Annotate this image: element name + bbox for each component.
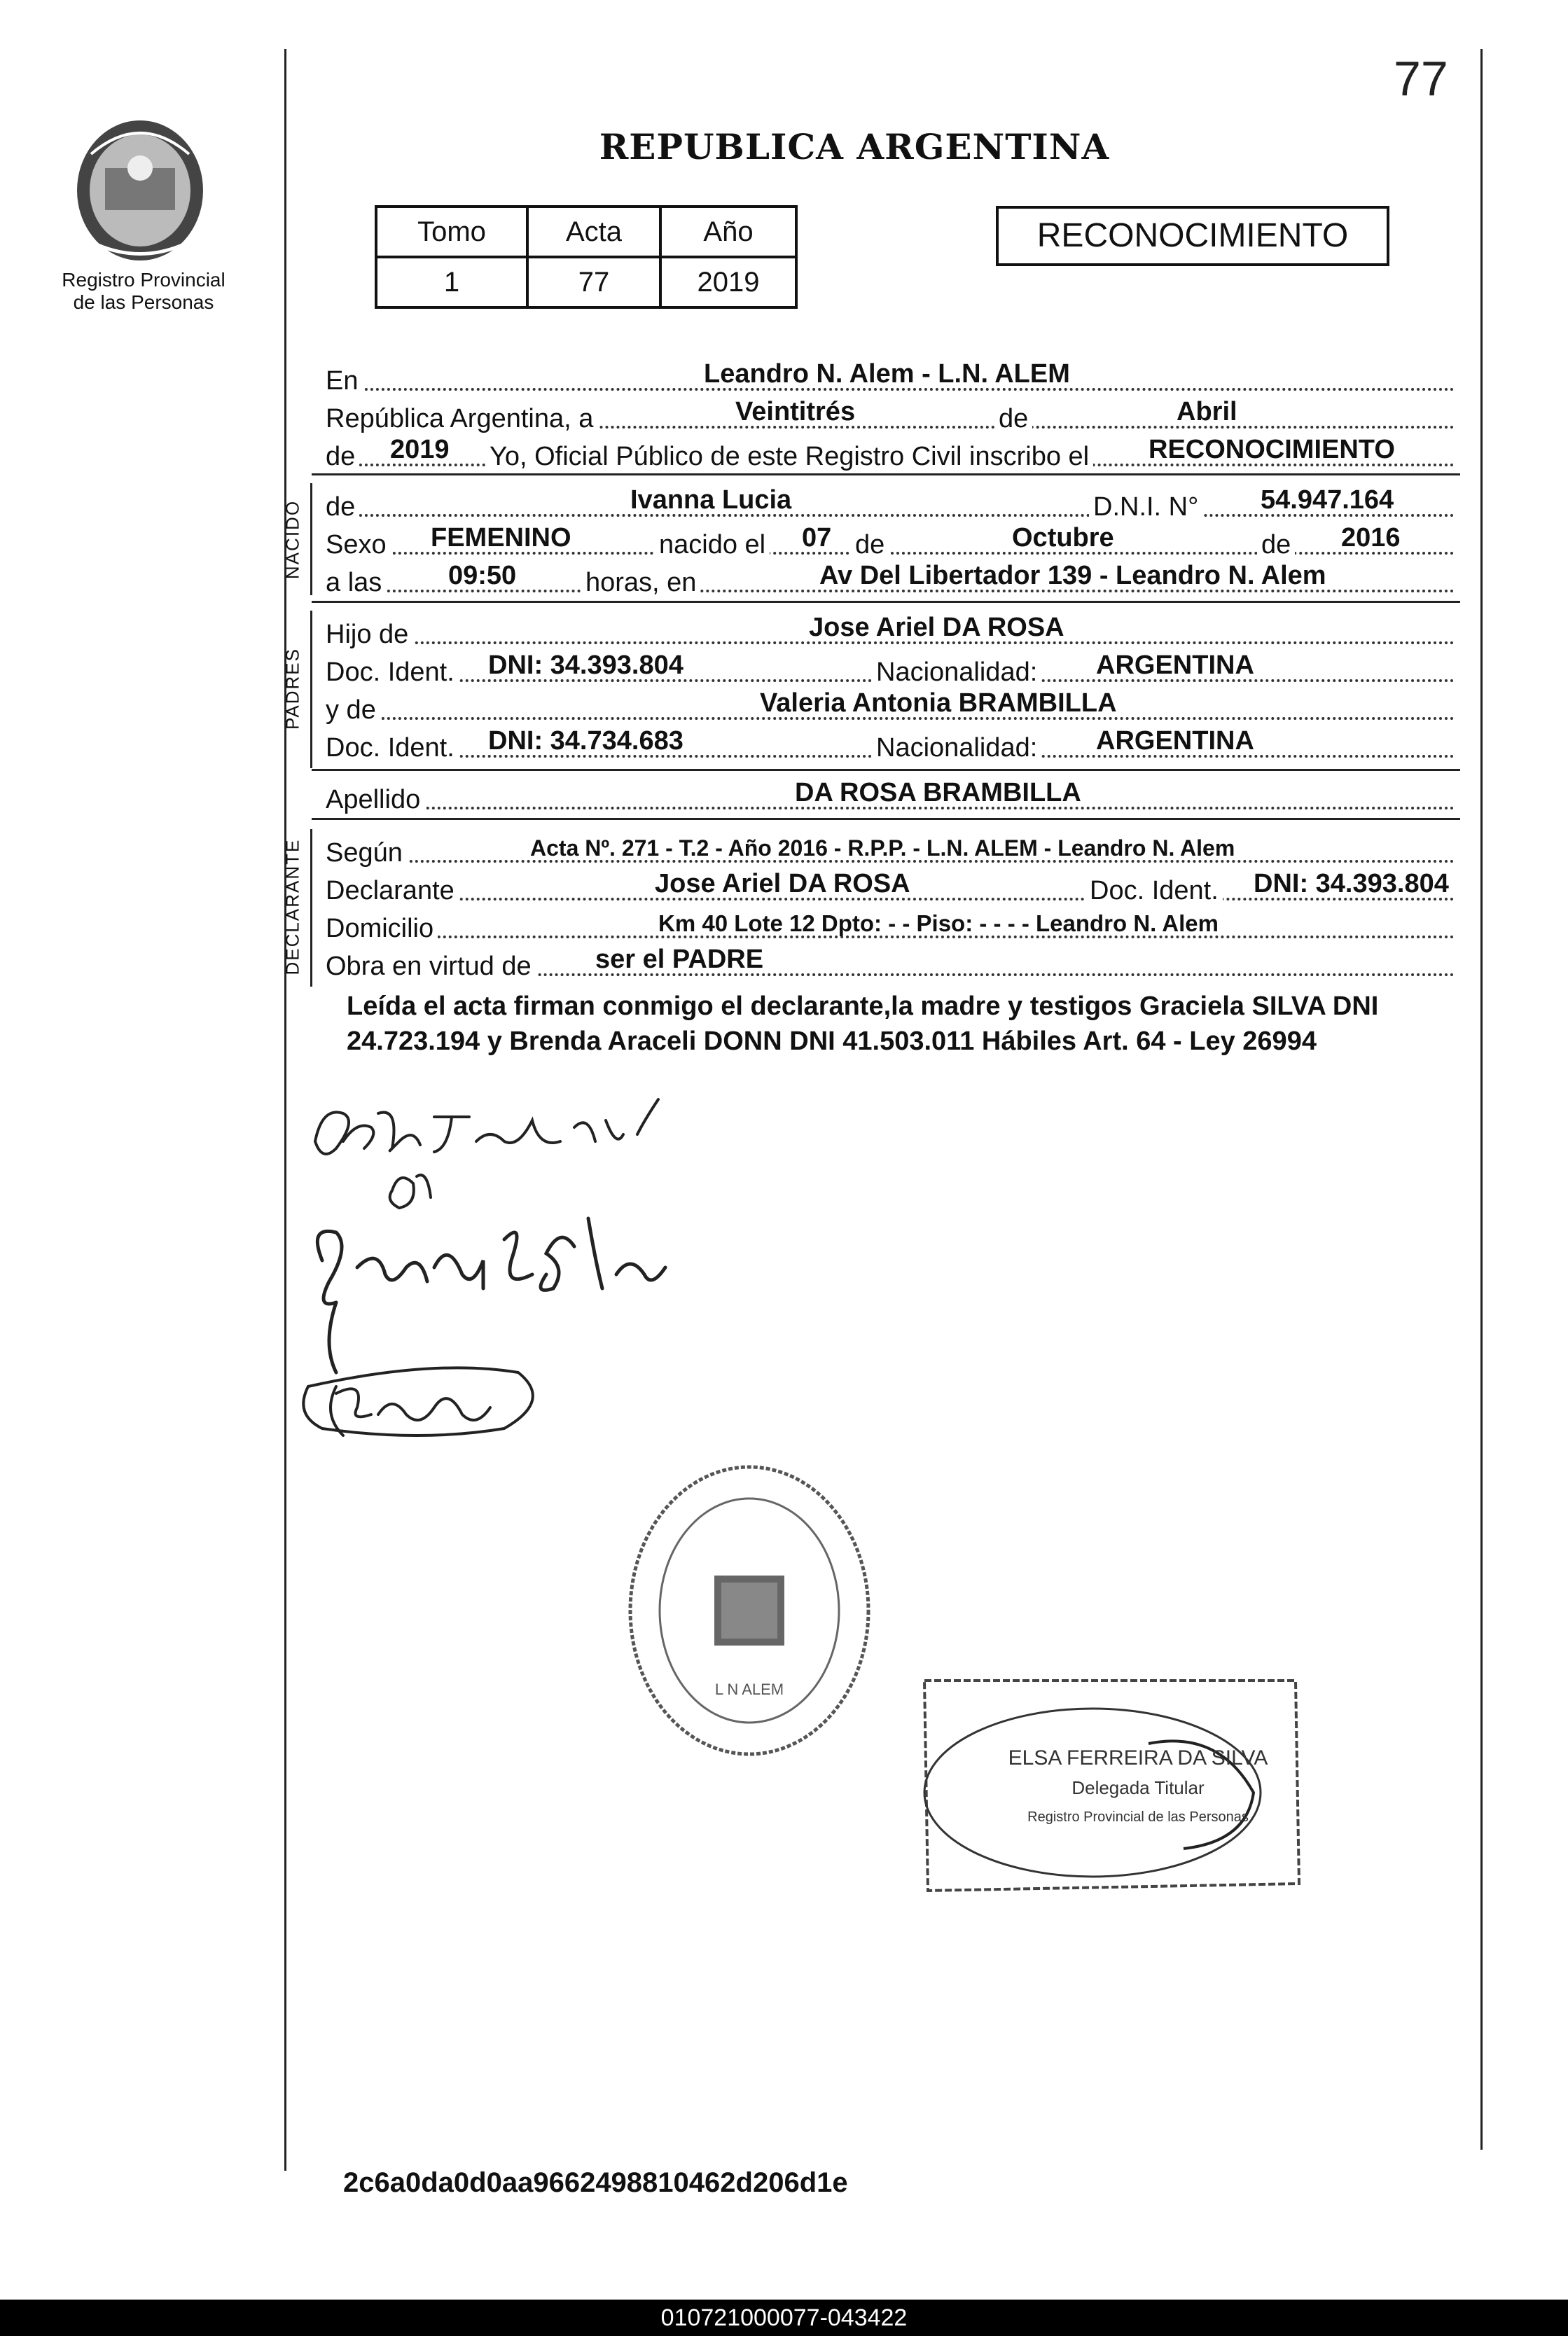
birth-time: 09:50 xyxy=(448,561,517,590)
segun-label: Según xyxy=(326,838,407,868)
footer-code: 010721000077-043422 xyxy=(0,2300,1568,2336)
nacido-label: NACIDO xyxy=(282,499,303,580)
place-value: Leandro N. Alem - L.N. ALEM xyxy=(704,359,1070,389)
birth-day: 07 xyxy=(802,523,832,552)
month-value: Abril xyxy=(1177,397,1237,426)
day-value: Veintitrés xyxy=(735,397,856,426)
left-margin-line xyxy=(284,49,286,2171)
separator-1 xyxy=(312,473,1460,475)
apellido-label: Apellido xyxy=(326,785,424,815)
padres-label: PADRES xyxy=(282,648,303,730)
row-en xyxy=(326,357,1455,396)
father-doc-label: Doc. Ident. xyxy=(326,658,459,688)
sexo-value: FEMENINO xyxy=(431,523,571,552)
obra-label: Obra en virtud de xyxy=(326,952,536,982)
row-apellido xyxy=(326,776,1455,815)
row-obra xyxy=(326,943,1455,982)
nacido-el-label: nacido el xyxy=(655,530,770,560)
mother-doc-label: Doc. Ident. xyxy=(326,733,459,763)
tomo-acta-table xyxy=(375,205,798,309)
signature-madre xyxy=(390,1175,431,1208)
father-nationality: ARGENTINA xyxy=(1096,651,1254,680)
row-domicilio xyxy=(326,905,1455,944)
declarante-name: Jose Ariel DA ROSA xyxy=(655,869,910,898)
de-year-label: de xyxy=(326,442,359,472)
yo-text: Yo, Oficial Público de este Registro Civil inscribo el xyxy=(485,442,1093,472)
official-seal xyxy=(616,1456,882,1765)
signature-testigo-2 xyxy=(303,1368,533,1435)
dni-label: D.N.I. N° xyxy=(1089,492,1202,522)
acta-value: 77 xyxy=(527,257,660,307)
delegate-office: Registro Provincial de las Personas xyxy=(1027,1809,1249,1825)
alas-label: a las xyxy=(326,568,386,598)
horas-label: horas, en xyxy=(581,568,700,598)
ano-value: 2019 xyxy=(660,257,796,307)
row-father-doc xyxy=(326,648,1455,688)
mother-name: Valeria Antonia BRAMBILLA xyxy=(760,688,1117,718)
delegate-name: ELSA FERREIRA DA SILVA xyxy=(1008,1746,1268,1770)
child-dni: 54.947.164 xyxy=(1261,485,1394,515)
mother-nationality: ARGENTINA xyxy=(1096,726,1254,756)
separator-2 xyxy=(312,601,1460,603)
row-nacido-name xyxy=(326,483,1455,522)
row-republica xyxy=(326,395,1455,434)
mother-doc: DNI: 34.734.683 xyxy=(488,726,684,756)
domicilio-label: Domicilio xyxy=(326,914,438,944)
sexo-label: Sexo xyxy=(326,530,391,560)
declarante-divider xyxy=(310,829,312,987)
de-label: de xyxy=(994,404,1032,434)
row-declarante xyxy=(326,867,1455,906)
signature-declarante xyxy=(315,1099,658,1154)
de-label-3: de xyxy=(1257,530,1295,560)
hijo-label: Hijo de xyxy=(326,620,412,650)
declarante-name-label: Declarante xyxy=(326,876,459,906)
child-name: Ivanna Lucia xyxy=(630,485,792,515)
row-hijo xyxy=(326,611,1455,650)
nacido-divider xyxy=(310,483,312,595)
document-title: REPUBLICA ARGENTINA xyxy=(599,126,1110,167)
de-label-2: de xyxy=(851,530,889,560)
document-type-box: RECONOCIMIENTO xyxy=(996,206,1389,266)
domicilio-value: Km 40 Lote 12 Dpto: - - Piso: - - - - Leandro N. Alem xyxy=(658,910,1219,936)
padres-divider xyxy=(310,611,312,768)
delegate-stamp xyxy=(970,1744,1306,1832)
declarante-doc: DNI: 34.393.804 xyxy=(1254,869,1449,898)
yde-label: y de xyxy=(326,695,380,725)
segun-value: Acta Nº. 271 - T.2 - Año 2016 - R.P.P. - L.N. ALEM - Leandro N. Alem xyxy=(530,835,1235,861)
row-sexo xyxy=(326,521,1455,560)
republica-label: República Argentina, a xyxy=(326,404,597,434)
delegate-role: Delegada Titular xyxy=(1071,1777,1205,1798)
declarante-doc-label: Doc. Ident. xyxy=(1085,876,1223,906)
ano-header: Año xyxy=(660,207,796,257)
nacido-de-label: de xyxy=(326,492,359,522)
apellido-value: DA ROSA BRAMBILLA xyxy=(795,778,1081,807)
obra-value: ser el PADRE xyxy=(595,945,764,974)
act-type-value: RECONOCIMIENTO xyxy=(1149,435,1395,464)
separator-3 xyxy=(312,769,1460,771)
row-year xyxy=(326,433,1455,472)
declarante-label: DECLARANTE xyxy=(282,838,303,975)
row-mother xyxy=(326,686,1455,725)
birth-month: Octubre xyxy=(1012,523,1114,552)
document-hash: 2c6a0da0d0aa9662498810462d206d1e xyxy=(343,2167,848,2198)
closing-statement: Leída el acta firman conmigo el declarante,la madre y testigos Graciela SILVA DNI 24.723.194 y Brenda Araceli DONN DNI 41.503.011 Hábiles Art. 64 - Ley 26994 xyxy=(347,992,1379,1056)
separator-4 xyxy=(312,818,1460,820)
signature-testigo-1 xyxy=(317,1218,665,1372)
father-nat-label: Nacionalidad: xyxy=(872,658,1041,688)
mother-nat-label: Nacionalidad: xyxy=(872,733,1041,763)
province-logo xyxy=(70,112,210,266)
logo-caption: Registro Provincial de las Personas xyxy=(62,269,226,313)
province-seal-icon xyxy=(70,112,210,266)
signatures xyxy=(294,1078,826,1471)
page-number: 77 xyxy=(1394,51,1448,106)
en-label: En xyxy=(326,366,362,396)
tomo-value: 1 xyxy=(376,257,527,307)
father-doc: DNI: 34.393.804 xyxy=(488,651,684,680)
tomo-header: Tomo xyxy=(376,207,527,257)
svg-text:L N ALEM: L N ALEM xyxy=(714,1681,784,1698)
acta-header: Acta xyxy=(527,207,660,257)
row-hora xyxy=(326,559,1455,598)
birth-place: Av Del Libertador 139 - Leandro N. Alem xyxy=(819,561,1326,590)
father-name: Jose Ariel DA ROSA xyxy=(809,613,1064,642)
row-segun xyxy=(326,829,1455,868)
row-mother-doc xyxy=(326,724,1455,763)
birth-year: 2016 xyxy=(1341,523,1401,552)
right-margin-line xyxy=(1480,49,1483,2150)
year-value: 2019 xyxy=(390,435,450,464)
